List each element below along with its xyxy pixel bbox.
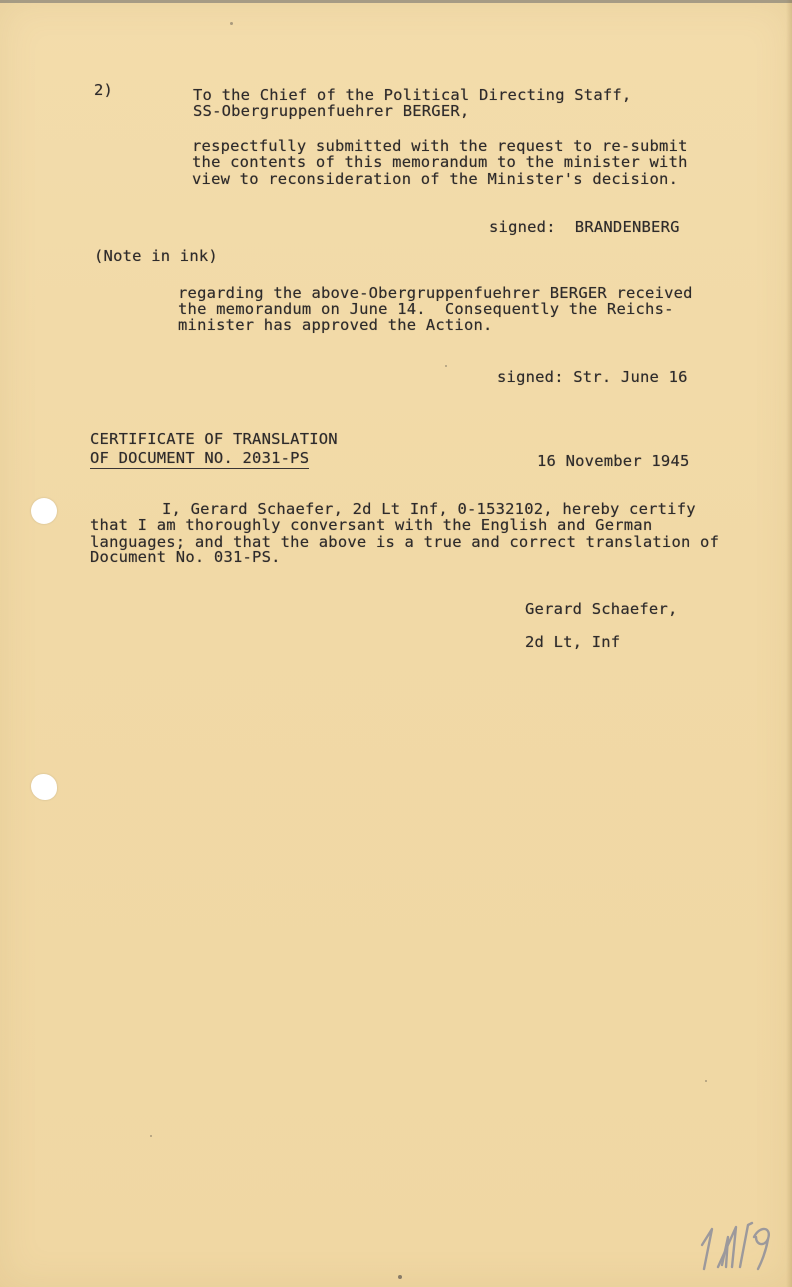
translator-signature: Gerard Schaefer, bbox=[525, 600, 678, 618]
signature-brandenberg: signed: BRANDENBERG bbox=[489, 218, 680, 236]
note-label: (Note in ink) bbox=[94, 247, 218, 265]
handwritten-folio-number bbox=[696, 1215, 778, 1273]
addressee-line-2: SS-Obergruppenfuehrer BERGER, bbox=[193, 102, 470, 120]
punch-hole-upper bbox=[31, 498, 57, 524]
paper-speck bbox=[705, 1080, 707, 1082]
translator-rank: 2d Lt, Inf bbox=[525, 633, 621, 651]
certificate-body-line-2: that I am thoroughly conversant with the English and German bbox=[90, 516, 653, 534]
signature-str: signed: Str. June 16 bbox=[497, 368, 688, 386]
certificate-body-line-3: languages; and that the above is a true and correct translation of bbox=[90, 533, 720, 551]
submission-line-1: respectfully submitted with the request to re-submit bbox=[192, 137, 688, 155]
note-line-3: minister has approved the Action. bbox=[178, 316, 493, 334]
certificate-title-line-2: OF DOCUMENT NO. 2031-PS bbox=[90, 449, 310, 467]
paper-speck bbox=[230, 22, 233, 25]
certificate-body-line-1: I, Gerard Schaefer, 2d Lt Inf, 0-1532102, hereby certify bbox=[162, 500, 696, 518]
submission-line-3: view to reconsideration of the Minister's decision. bbox=[192, 170, 679, 188]
paper-speck bbox=[445, 365, 447, 367]
note-line-2: the memorandum on June 14. Consequently the Reichs- bbox=[178, 300, 674, 318]
paragraph-number: 2) bbox=[94, 81, 114, 99]
punch-hole-lower bbox=[31, 774, 57, 800]
certificate-body-line-4: Document No. 031-PS. bbox=[90, 548, 281, 566]
submission-line-2: the contents of this memorandum to the minister with bbox=[192, 153, 688, 171]
note-line-1: regarding the above-Obergruppenfuehrer BERGER received bbox=[178, 284, 693, 302]
addressee-line-1: To the Chief of the Political Directing Staff, bbox=[193, 86, 632, 104]
certificate-title-line-1: CERTIFICATE OF TRANSLATION bbox=[90, 430, 338, 448]
certificate-date: 16 November 1945 bbox=[537, 452, 690, 470]
paper-speck bbox=[150, 1135, 152, 1137]
paper-speck bbox=[398, 1275, 402, 1279]
